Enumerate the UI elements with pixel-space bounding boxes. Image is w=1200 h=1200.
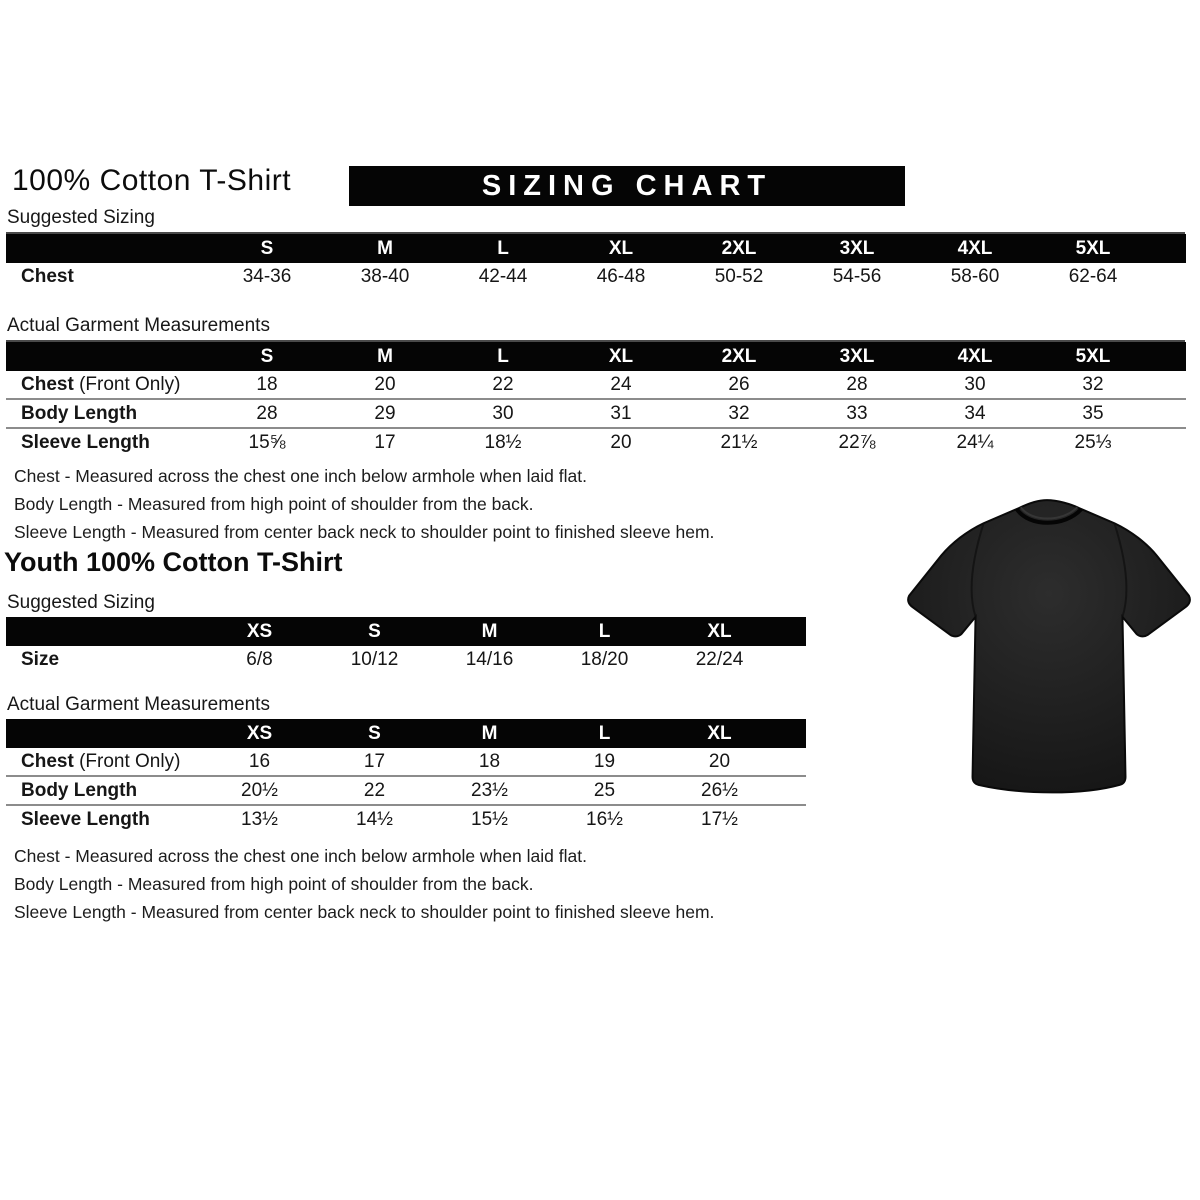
column-header: M bbox=[377, 345, 393, 367]
row-label-text: Sleeve Length bbox=[21, 808, 150, 830]
row-label-suffix: (Front Only) bbox=[73, 750, 181, 772]
table-cell: 14½ bbox=[356, 808, 393, 830]
youth-measurement-notes bbox=[14, 842, 714, 926]
column-header: S bbox=[368, 620, 381, 642]
row-label-text: Body Length bbox=[21, 779, 138, 801]
table-cell: 20 bbox=[374, 373, 396, 395]
row-label-text: Chest bbox=[21, 373, 74, 395]
table-cell: 6/8 bbox=[246, 648, 273, 670]
row-label-suffix: (Front Only) bbox=[73, 373, 181, 395]
table-cell: 62-64 bbox=[1068, 265, 1118, 287]
column-header: L bbox=[497, 345, 509, 367]
page-title: 100% Cotton T-Shirt bbox=[12, 164, 292, 197]
row-label-text: Chest bbox=[21, 750, 74, 772]
table-cell: 20½ bbox=[241, 779, 278, 801]
table-cell: 50-52 bbox=[714, 265, 764, 287]
column-header: 4XL bbox=[957, 237, 993, 259]
table-header-row bbox=[6, 617, 806, 646]
table-cell: 14/16 bbox=[465, 648, 514, 670]
table-cell: 20 bbox=[610, 431, 632, 453]
table-cell: 18 bbox=[478, 750, 501, 772]
column-header: 3XL bbox=[839, 237, 875, 259]
table-cell: 24 bbox=[610, 373, 632, 395]
row-label bbox=[6, 403, 208, 425]
table-cell: 28 bbox=[846, 373, 868, 395]
note-line: Body Length - Measured from high point of shoulder from the back. bbox=[14, 874, 534, 894]
column-header: 5XL bbox=[1075, 345, 1111, 367]
adult-garment-measurements-label: Actual Garment Measurements bbox=[6, 315, 1185, 342]
youth-garment-measurements-table bbox=[6, 719, 806, 833]
table-cell: 18½ bbox=[484, 431, 522, 453]
column-header: 2XL bbox=[721, 345, 757, 367]
table-cell: 22⅞ bbox=[838, 431, 876, 453]
table-row bbox=[6, 398, 1186, 427]
table-cell: 42-44 bbox=[478, 265, 528, 287]
row-label bbox=[6, 751, 202, 773]
column-header: S bbox=[260, 345, 274, 367]
column-header: 3XL bbox=[839, 345, 875, 367]
sizing-chart-banner bbox=[349, 166, 905, 206]
column-header: XL bbox=[608, 345, 634, 367]
adult-garment-measurements-table bbox=[6, 342, 1186, 456]
table-cell: 26½ bbox=[701, 779, 738, 801]
column-header: S bbox=[260, 237, 274, 259]
row-label bbox=[6, 432, 208, 454]
table-cell: 15⅝ bbox=[248, 431, 286, 453]
table-cell: 22/24 bbox=[695, 648, 744, 670]
table-cell: 22 bbox=[363, 779, 386, 801]
youth-suggested-sizing-table bbox=[6, 617, 806, 673]
table-cell: 22 bbox=[492, 373, 514, 395]
table-cell: 29 bbox=[374, 402, 396, 424]
table-row bbox=[6, 263, 1186, 290]
table-cell: 20 bbox=[708, 750, 731, 772]
column-header: L bbox=[598, 620, 611, 642]
table-cell: 25 bbox=[593, 779, 616, 801]
column-header: 2XL bbox=[721, 237, 757, 259]
column-header: M bbox=[377, 237, 393, 259]
table-cell: 19 bbox=[593, 750, 616, 772]
sizing-chart-banner-label: SIZING CHART bbox=[481, 169, 773, 202]
row-label-text: Sleeve Length bbox=[21, 431, 150, 453]
table-cell: 54-56 bbox=[832, 265, 882, 287]
column-header: XL bbox=[707, 620, 732, 642]
column-header: XL bbox=[707, 722, 732, 744]
table-header-row bbox=[6, 342, 1186, 371]
column-header: XL bbox=[608, 237, 634, 259]
youth-section-title: Youth 100% Cotton T-Shirt bbox=[4, 547, 343, 577]
tshirt-body-shape bbox=[908, 500, 1190, 792]
column-header: L bbox=[497, 237, 509, 259]
table-row bbox=[6, 748, 806, 775]
table-header-row bbox=[6, 719, 806, 748]
row-label bbox=[6, 809, 202, 831]
table-cell: 34-36 bbox=[242, 265, 292, 287]
row-label bbox=[6, 374, 208, 396]
column-header: XS bbox=[246, 620, 273, 642]
adult-measurement-notes bbox=[14, 462, 714, 546]
table-cell: 35 bbox=[1082, 402, 1104, 424]
table-header-row bbox=[6, 234, 1186, 263]
table-cell: 30 bbox=[964, 373, 986, 395]
table-cell: 17½ bbox=[701, 808, 738, 830]
row-label bbox=[6, 266, 208, 288]
note-line: Chest - Measured across the chest one inch below armhole when laid flat. bbox=[14, 846, 587, 866]
column-header: L bbox=[598, 722, 611, 744]
table-cell: 15½ bbox=[471, 808, 508, 830]
table-cell: 21½ bbox=[720, 431, 758, 453]
table-row bbox=[6, 804, 806, 833]
table-cell: 17 bbox=[374, 431, 396, 453]
table-cell: 26 bbox=[728, 373, 750, 395]
note-line: Sleeve Length - Measured from center back neck to shoulder point to finished sleeve hem. bbox=[14, 902, 715, 922]
table-cell: 28 bbox=[256, 402, 278, 424]
column-header: 5XL bbox=[1075, 237, 1111, 259]
table-cell: 16½ bbox=[586, 808, 623, 830]
table-cell: 18 bbox=[256, 373, 278, 395]
row-label-text: Chest bbox=[21, 265, 74, 287]
table-cell: 34 bbox=[964, 402, 986, 424]
column-header: 4XL bbox=[957, 345, 993, 367]
table-cell: 33 bbox=[846, 402, 868, 424]
table-cell: 23½ bbox=[471, 779, 508, 801]
table-cell: 16 bbox=[248, 750, 271, 772]
table-cell: 30 bbox=[492, 402, 514, 424]
youth-suggested-sizing-label: Suggested Sizing bbox=[6, 592, 801, 619]
table-cell: 32 bbox=[728, 402, 750, 424]
table-cell: 18/20 bbox=[580, 648, 629, 670]
table-row bbox=[6, 427, 1186, 456]
column-header: M bbox=[481, 722, 498, 744]
column-header: M bbox=[481, 620, 498, 642]
youth-garment-measurements-label: Actual Garment Measurements bbox=[6, 694, 801, 721]
table-row bbox=[6, 371, 1186, 398]
row-label-text: Size bbox=[21, 648, 60, 670]
note-line: Sleeve Length - Measured from center back neck to shoulder point to finished sleeve hem. bbox=[14, 522, 715, 542]
table-row bbox=[6, 646, 806, 673]
table-cell: 25⅓ bbox=[1074, 431, 1112, 453]
adult-suggested-sizing-label: Suggested Sizing bbox=[6, 207, 1185, 234]
note-line: Body Length - Measured from high point of shoulder from the back. bbox=[14, 494, 534, 514]
table-cell: 24¼ bbox=[956, 431, 994, 453]
adult-suggested-sizing-table bbox=[6, 234, 1186, 290]
table-cell: 58-60 bbox=[950, 265, 1000, 287]
column-header: S bbox=[368, 722, 381, 744]
table-row bbox=[6, 775, 806, 804]
table-cell: 10/12 bbox=[350, 648, 399, 670]
black-tshirt-image bbox=[896, 484, 1198, 806]
table-cell: 31 bbox=[610, 402, 632, 424]
table-cell: 38-40 bbox=[360, 265, 410, 287]
row-label bbox=[6, 780, 202, 802]
table-cell: 46-48 bbox=[596, 265, 646, 287]
table-cell: 32 bbox=[1082, 373, 1104, 395]
row-label-text: Body Length bbox=[21, 402, 138, 424]
table-cell: 17 bbox=[363, 750, 386, 772]
row-label bbox=[6, 649, 202, 671]
note-line: Chest - Measured across the chest one inch below armhole when laid flat. bbox=[14, 466, 587, 486]
column-header: XS bbox=[246, 722, 273, 744]
table-cell: 13½ bbox=[241, 808, 278, 830]
